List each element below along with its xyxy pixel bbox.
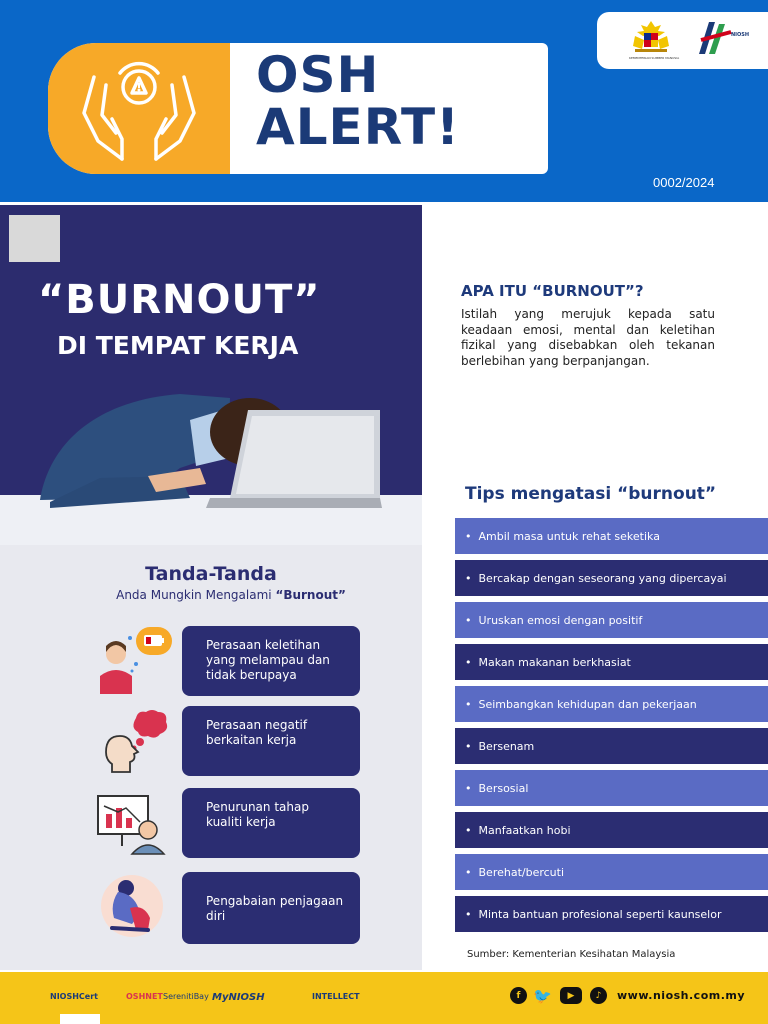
website-link[interactable]: www.niosh.com.my bbox=[617, 989, 746, 1002]
self-neglect-icon bbox=[96, 874, 168, 938]
signs-subtitle bbox=[0, 588, 462, 602]
tiktok-icon[interactable]: ♪ bbox=[590, 987, 607, 1004]
sign-card bbox=[182, 626, 360, 696]
tip-item bbox=[455, 560, 768, 596]
signs-title: Tanda-Tanda bbox=[145, 563, 277, 585]
partner-logos bbox=[597, 12, 768, 69]
niosh-logo-icon bbox=[695, 18, 735, 58]
tip-item bbox=[455, 770, 768, 806]
source-note: Sumber: Kementerian Kesihatan Malaysia bbox=[467, 949, 676, 960]
footer-logo-serenitibay[interactable]: SerenitiBay bbox=[163, 992, 209, 1001]
tips-list bbox=[455, 518, 768, 938]
niosh-logo-text: NIOSH bbox=[731, 32, 750, 38]
bullet-icon: • bbox=[465, 823, 472, 837]
sign-card bbox=[182, 706, 360, 776]
tip-label: Seimbangkan kehidupan dan pekerjaan bbox=[478, 697, 697, 711]
sign-card bbox=[182, 872, 360, 944]
osh-alert-title bbox=[256, 46, 460, 156]
tired-person-icon bbox=[96, 624, 176, 698]
definition-body: Istilah yang merujuk kepada satu keadaan emosi, mental dan keletihan fizikal yang disebabkan oleh tekanan berlebihan yang berpanjangan. bbox=[461, 307, 715, 368]
signs-subtitle-emphasis: “Burnout” bbox=[275, 588, 346, 602]
tip-label: Makan makanan berkhasiat bbox=[478, 655, 631, 669]
tips-heading: Tips mengatasi “burnout” bbox=[465, 484, 717, 504]
hero-placeholder-square bbox=[9, 215, 60, 262]
title-line-osh: OSH bbox=[256, 46, 380, 104]
tip-item bbox=[455, 644, 768, 680]
bullet-icon: • bbox=[465, 571, 472, 585]
declining-performance-icon bbox=[96, 792, 168, 856]
bullet-icon: • bbox=[465, 781, 472, 795]
tip-label: Ambil masa untuk rehat seketika bbox=[478, 529, 660, 543]
tip-label: Bersenam bbox=[478, 739, 535, 753]
tip-item bbox=[455, 602, 768, 638]
header-banner bbox=[0, 0, 768, 202]
twitter-icon[interactable]: 🐦 bbox=[533, 986, 552, 1005]
footer-white-patch bbox=[60, 1014, 100, 1024]
bullet-icon: • bbox=[465, 739, 472, 753]
youtube-icon[interactable]: ▶ bbox=[560, 987, 582, 1004]
bullet-icon: • bbox=[465, 529, 472, 543]
osh-alert-card bbox=[48, 43, 548, 174]
definition-heading: APA ITU “BURNOUT”? bbox=[461, 282, 644, 300]
tip-label: Bersosial bbox=[478, 781, 529, 795]
ministry-logo-text: KEMENTERIAN SUMBER MANUSIA bbox=[629, 56, 680, 60]
title-line-alert: ALERT! bbox=[256, 98, 460, 156]
hero-title-workplace: DI TEMPAT KERJA bbox=[57, 331, 299, 360]
footer-logo-intellect[interactable]: INTELLECT bbox=[312, 992, 360, 1001]
bullet-icon: • bbox=[465, 697, 472, 711]
footer-logo-nioshcert[interactable]: NIOSHCert bbox=[50, 992, 98, 1001]
ministry-crest-icon bbox=[627, 18, 675, 54]
issue-number: 0002/2024 bbox=[653, 175, 715, 190]
bullet-icon: • bbox=[465, 655, 472, 669]
alert-icon-panel bbox=[48, 43, 230, 174]
footer-logo-myniosh[interactable]: MyNIOSH bbox=[212, 992, 265, 1003]
sign-label: Perasaan keletihan yang melampau dan tidak berupaya bbox=[206, 638, 330, 682]
tip-item bbox=[455, 896, 768, 932]
footer-logo-oshnet[interactable]: OSHNET bbox=[126, 992, 163, 1001]
sign-card bbox=[182, 788, 360, 858]
facebook-icon[interactable]: f bbox=[510, 987, 527, 1004]
hands-warning-icon bbox=[76, 49, 202, 169]
tip-item bbox=[455, 854, 768, 890]
tip-label: Manfaatkan hobi bbox=[478, 823, 571, 837]
sign-label: Perasaan negatif berkaitan kerja bbox=[206, 718, 308, 747]
bullet-icon: • bbox=[465, 613, 472, 627]
tip-label: Minta bantuan profesional seperti kaunselor bbox=[478, 907, 722, 921]
hero-title-burnout: “BURNOUT” bbox=[38, 277, 321, 323]
tip-item bbox=[455, 728, 768, 764]
exhausted-worker-illustration bbox=[30, 380, 390, 520]
bullet-icon: • bbox=[465, 865, 472, 879]
sign-label: Penurunan tahap kualiti kerja bbox=[206, 800, 309, 829]
signs-subtitle-prefix: Anda Mungkin Mengalami bbox=[116, 588, 276, 602]
tip-item bbox=[455, 812, 768, 848]
hero-banner bbox=[0, 205, 422, 545]
sign-label: Pengabaian penjagaan diri bbox=[206, 894, 344, 923]
bullet-icon: • bbox=[465, 907, 472, 921]
tip-item bbox=[455, 686, 768, 722]
negative-thoughts-icon bbox=[100, 708, 174, 774]
tip-label: Berehat/bercuti bbox=[478, 865, 565, 879]
tip-item bbox=[455, 518, 768, 554]
tip-label: Bercakap dengan seseorang yang dipercayai bbox=[478, 571, 727, 585]
tip-label: Uruskan emosi dengan positif bbox=[478, 613, 643, 627]
